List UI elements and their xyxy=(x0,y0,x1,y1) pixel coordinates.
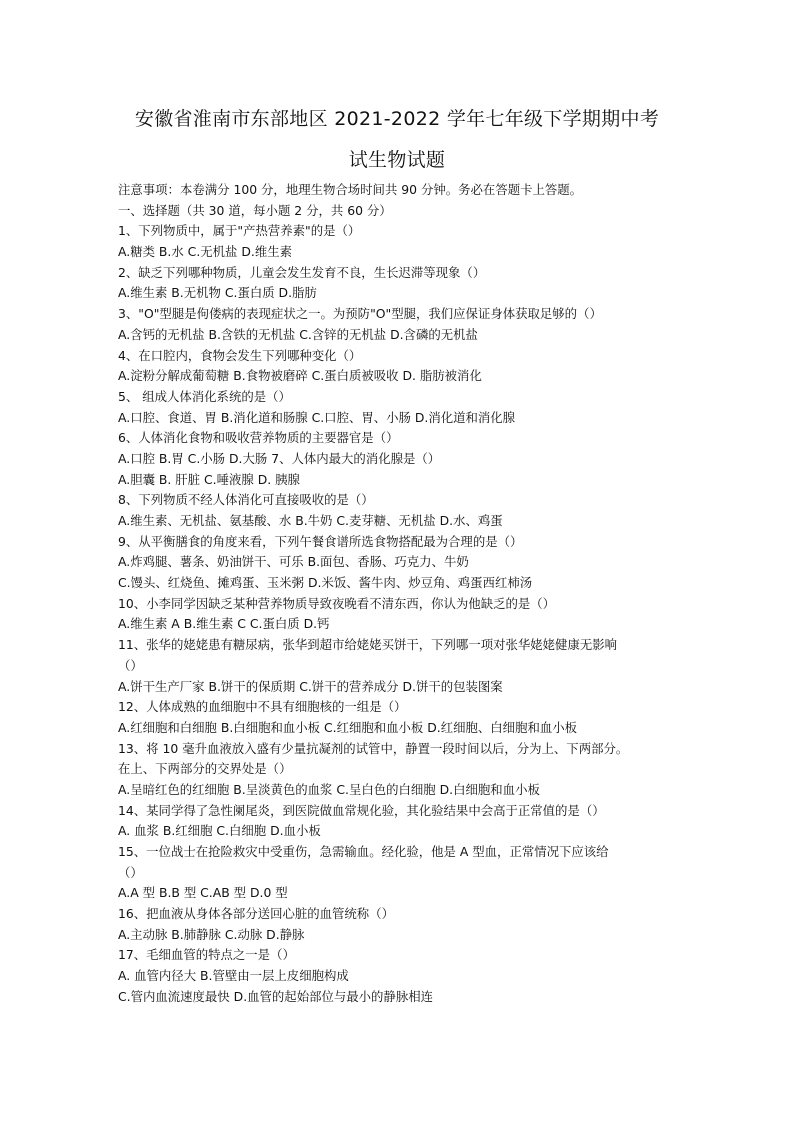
exam-body xyxy=(118,180,688,1008)
question-line: A. 血管内径大 B.管壁由一层上皮细胞构成 xyxy=(118,968,349,984)
question-line: 2、缺乏下列哪种物质，儿童会发生发育不良，生长迟滞等现象（） xyxy=(118,264,486,280)
question-line: A.口腔 B.胃 C.小肠 D.大肠 7、人体内最大的消化腺是（） xyxy=(118,450,441,466)
question-line: A.含钙的无机盐 B.含铁的无机盐 C.含锌的无机盐 D.含磷的无机盐 xyxy=(118,326,478,342)
question-line: 1、下列物质中，属于"产热营养素"的是（） xyxy=(118,223,361,239)
question-line: C.管内血流速度最快 D.血管的起始部位与最小的静脉相连 xyxy=(118,988,433,1004)
exam-title-line-2: 试生物试题 xyxy=(348,149,446,171)
exam-title-line-1: 安徽省淮南市东部地区 2021-2022 学年七年级下学期期中考 xyxy=(134,108,660,130)
question-line: 12、人体成熟的血细胞中不具有细胞核的一组是（） xyxy=(118,699,407,715)
question-line: 8、下列物质不经人体消化可直接吸收的是（） xyxy=(118,492,374,508)
question-line: A.淀粉分解成葡萄糖 B.食物被磨碎 C.蛋白质被吸收 D. 脂肪被消化 xyxy=(118,368,482,384)
question-line: A.红细胞和白细胞 B.白细胞和血小板 C.红细胞和血小板 D.红细胞、白细胞和血小板 xyxy=(118,719,578,735)
question-line: 9、从平衡膳食的角度来看，下列午餐食谱所选食物搭配最为合理的是（） xyxy=(118,533,523,549)
question-line: A.胆囊 B. 肝脏 C.唾液腺 D. 胰腺 xyxy=(118,471,300,487)
question-line: （） xyxy=(118,657,143,673)
question-line: A. 血浆 B.红细胞 C.白细胞 D.血小板 xyxy=(118,823,321,839)
question-line: 5、 组成人体消化系统的是（） xyxy=(118,388,291,404)
question-line: 10、小李同学因缺乏某种营养物质导致夜晚看不清东西，你认为他缺乏的是（） xyxy=(118,595,556,611)
question-line: A.A 型 B.B 型 C.AB 型 D.0 型 xyxy=(118,885,288,901)
question-line: C.馒头、红烧鱼、摊鸡蛋、玉米粥 D.米饭、酱牛肉、炒豆角、鸡蛋西红柿汤 xyxy=(118,575,533,591)
question-line: 6、人体消化食物和吸收营养物质的主要器官是（） xyxy=(118,430,399,446)
question-line: 11、张华的姥姥患有糖尿病，张华到超市给姥姥买饼干，下列哪一项对张华姥姥健康无影响 xyxy=(118,637,618,653)
question-line: A.糖类 B.水 C.无机盐 D.维生素 xyxy=(118,244,293,260)
section-heading: 一、选择题（共 30 道，每小题 2 分，共 60 分） xyxy=(118,202,392,218)
notice-text: 注意事项：本卷满分 100 分，地理生物合场时间共 90 分钟。务必在答题卡上答题。 xyxy=(118,182,583,197)
question-line: A.饼干生产厂家 B.饼干的保质期 C.饼干的营养成分 D.饼干的包装图案 xyxy=(118,678,503,694)
question-line: 17、毛细血管的特点之一是（） xyxy=(118,947,295,963)
question-line: 16、把血液从身体各部分送回心脏的血管统称（） xyxy=(118,906,394,922)
question-line: 14、某同学得了急性阑尾炎，到医院做血常规化验，其化验结果中会高于正常值的是（） xyxy=(118,802,605,818)
question-line: A.主动脉 B.肺静脉 C.动脉 D.静脉 xyxy=(118,926,305,942)
question-line: A.炸鸡腿、薯条、奶油饼干、可乐 B.面包、香肠、巧克力、牛奶 xyxy=(118,554,469,570)
question-line: 4、在口腔内，食物会发生下列哪种变化（） xyxy=(118,347,362,363)
question-line: 15、一位战士在抢险救灾中受重伤，急需输血。经化验，他是 A 型血，正常情况下应该给 xyxy=(118,844,609,859)
question-line: A.呈暗红色的红细胞 B.呈淡黄色的血浆 C.呈白色的白细胞 D.白细胞和血小板 xyxy=(118,781,540,797)
question-line: （） xyxy=(118,864,143,880)
question-list xyxy=(118,221,688,1007)
question-line: 3、"O"型腿是佝偻病的表现症状之一。为预防"O"型腿，我们应保证身体获取足够的（） xyxy=(118,306,602,322)
question-line: A.维生素 B.无机物 C.蛋白质 D.脂肪 xyxy=(118,285,317,301)
question-line: A.维生素、无机盐、氨基酸、水 B.牛奶 C.麦芽糖、无机盐 D.水、鸡蛋 xyxy=(118,513,503,528)
question-line: 在上、下两部分的交界处是（） xyxy=(118,761,292,777)
question-line: A.维生素 A B.维生素 C C.蛋白质 D.钙 xyxy=(118,616,330,632)
question-line: 13、将 10 毫升血液放入盛有少量抗凝剂的试管中，静置一段时间以后，分为上、下两部分。 xyxy=(118,740,629,756)
question-line: A.口腔、食道、胃 B.消化道和肠腺 C.口腔、胃、小肠 D.消化道和消化腺 xyxy=(118,409,516,425)
